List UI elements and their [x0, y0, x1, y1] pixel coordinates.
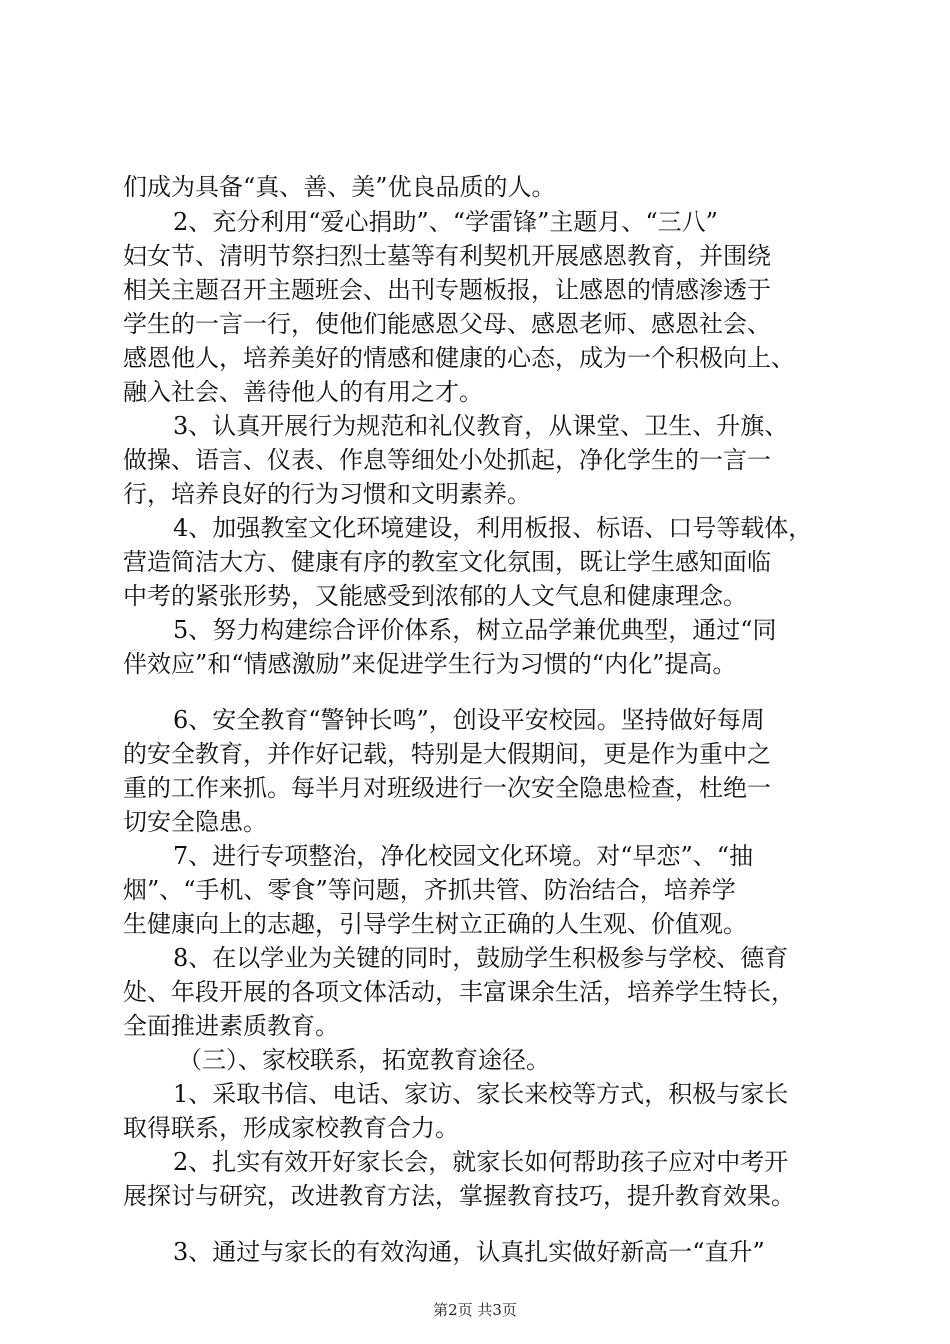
text-line: 1、采取书信、电话、家访、家长来校等方式，积极与家长	[173, 1080, 789, 1108]
text-line: 2、扎实有效开好家长会，就家长如何帮助孩子应对中考开	[173, 1148, 789, 1176]
text-line: 相关主题召开主题班会、出刊专题板报，让感恩的情感渗透于	[123, 276, 771, 304]
text-line: 6、安全教育“警钟长鸣”，创设平安校园。坚持做好每周	[173, 706, 765, 734]
text-line: 的安全教育，并作好记载，特别是大假期间，更是作为重中之	[123, 740, 771, 768]
text-line: 妇女节、清明节祭扫烈士墓等有利契机开展感恩教育，并围绕	[123, 242, 771, 270]
text-line: 7、进行专项整治，净化校园文化环境。对“早恋”、“抽	[173, 842, 754, 870]
text-line: 处、年段开展的各项文体活动，丰富课余生活，培养学生特长，	[123, 978, 795, 1006]
text-line: 8、在以学业为关键的同时，鼓励学生积极参与学校、德育	[173, 944, 789, 972]
text-line: 融入社会、善待他人的有用之才。	[123, 378, 483, 406]
text-line: 学生的一言一行，使他们能感恩父母、感恩老师、感恩社会、	[123, 310, 771, 338]
text-line: 取得联系，形成家校教育合力。	[123, 1114, 459, 1142]
text-line: 做操、语言、仪表、作息等细处小处抓起，净化学生的一言一	[123, 446, 771, 474]
text-line: 切安全隐患。	[123, 808, 267, 836]
text-line: 5、努力构建综合评价体系，树立品学兼优典型，通过“同	[173, 616, 777, 644]
text-line: 全面推进素质教育。	[123, 1012, 339, 1040]
text-line: 展探讨与研究，改进教育方法，掌握教育技巧，提升教育效果。	[123, 1182, 795, 1210]
section-heading: （三）、家校联系，拓宽教育途径。	[178, 1046, 550, 1074]
text-line: 们成为具备“真、善、美”优良品质的人。	[123, 173, 556, 201]
text-line: 2、充分利用“爱心捐助”、“学雷锋”主题月、“三八”	[173, 208, 718, 236]
text-line: 3、通过与家长的有效沟通，认真扎实做好新高一“直升”	[173, 1238, 765, 1266]
text-line: 生健康向上的志趣，引导学生树立正确的人生观、价值观。	[123, 910, 747, 938]
text-line: 重的工作来抓。每半月对班级进行一次安全隐患检查，杜绝一	[123, 774, 771, 802]
page-footer: 第2页 共3页	[433, 1301, 517, 1319]
text-line: 3、认真开展行为规范和礼仪教育，从课堂、卫生、升旗、	[173, 412, 789, 440]
text-line: 中考的紧张形势，又能感受到浓郁的人文气息和健康理念。	[123, 582, 747, 610]
text-line: 感恩他人，培养美好的情感和健康的心态，成为一个积极向上、	[123, 344, 795, 372]
text-line: 伴效应”和“情感激励”来促进学生行为习惯的“内化”提高。	[123, 650, 737, 678]
text-line: 行，培养良好的行为习惯和文明素养。	[123, 480, 531, 508]
text-line: 烟”、“手机、零食”等问题，齐抓共管、防治结合，培养学	[123, 876, 736, 904]
text-line: 营造简洁大方、健康有序的教室文化氛围，既让学生感知面临	[123, 548, 771, 576]
text-line: 4、加强教室文化环境建设，利用板报、标语、口号等载体，	[173, 514, 813, 542]
